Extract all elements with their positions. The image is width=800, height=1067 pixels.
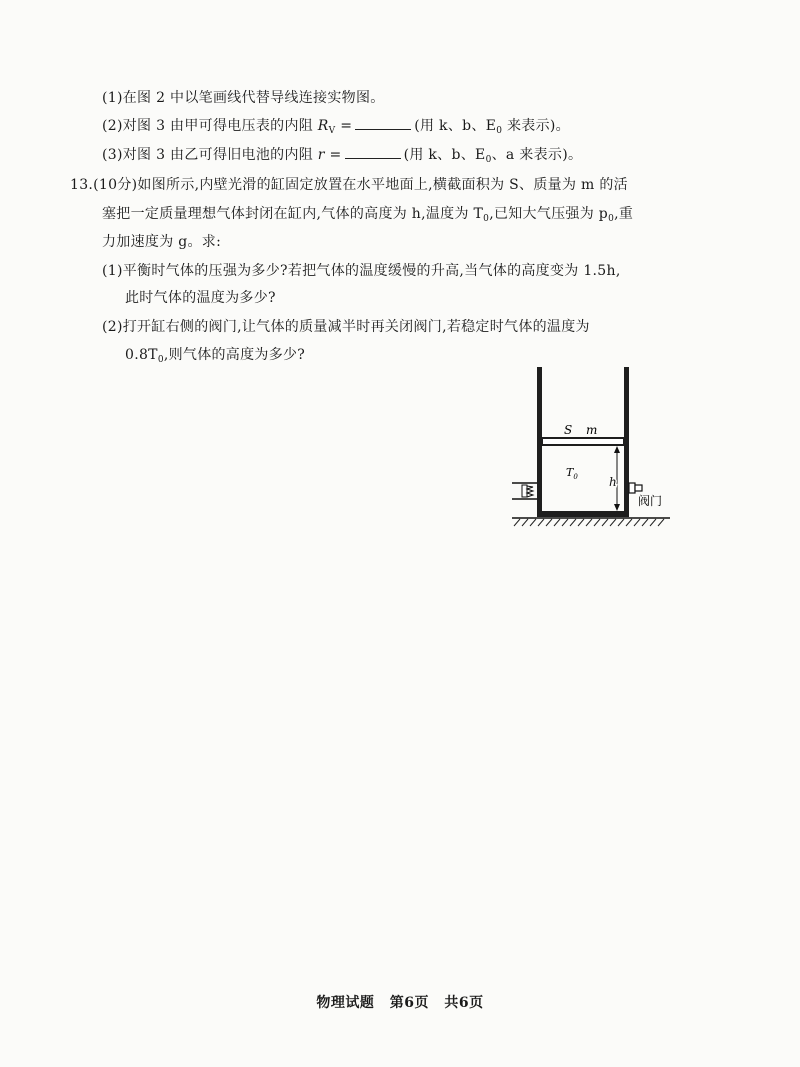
q12-part1-text: 在图 2 中以笔画线代替导线连接实物图。 bbox=[122, 90, 385, 106]
label-temperature: $T_0$ bbox=[566, 466, 578, 481]
q13-sub2-line2 bbox=[125, 346, 305, 364]
q12-part2-text: 对图 3 由甲可得电压表的内阻 bbox=[122, 118, 318, 134]
q12-part3-num: (3) bbox=[102, 147, 123, 163]
q12-part2-sub: V bbox=[328, 126, 336, 136]
height-arrow-top bbox=[614, 446, 620, 453]
q12-part3-hint: (用 k、b、E bbox=[403, 147, 486, 163]
q13-line2 bbox=[102, 205, 633, 223]
footer-page: 第6页 bbox=[389, 995, 429, 1011]
valve-handle bbox=[635, 485, 642, 491]
label-valve: 阀门 bbox=[638, 494, 663, 508]
q13-line1 bbox=[70, 176, 628, 194]
q13-text-2-sub: 0 bbox=[483, 214, 490, 224]
q13-sub2-text-2a: 0.8T bbox=[125, 347, 158, 363]
q13-sub2-line1 bbox=[102, 318, 590, 336]
spring-coil bbox=[527, 486, 533, 497]
answer-blank-r[interactable] bbox=[345, 146, 401, 159]
q12-part2-num: (2) bbox=[102, 118, 123, 134]
q13-sub1-line1 bbox=[102, 262, 621, 280]
q12-part2 bbox=[102, 117, 570, 135]
q13-sub2-text-2-sub: 0 bbox=[157, 355, 164, 365]
q12-part3-hint-sub: 0 bbox=[485, 155, 492, 165]
cylinder-figure bbox=[500, 362, 680, 540]
q12-part2-hint-end: 来表示)。 bbox=[502, 118, 570, 134]
spring-block bbox=[522, 485, 527, 497]
q13-line3 bbox=[102, 233, 221, 251]
q12-part3 bbox=[102, 146, 582, 164]
q13-text-1: 如图所示,内壁光滑的缸固定放置在水平地面上,横截面积为 S、质量为 m 的活 bbox=[137, 177, 628, 193]
height-arrow-bottom bbox=[614, 504, 620, 511]
q13-text-2c: ,重 bbox=[614, 206, 634, 222]
q12-part3-eq: = bbox=[324, 147, 342, 163]
q12-part3-text: 对图 3 由乙可得旧电池的内阻 bbox=[122, 147, 318, 163]
label-mass-m: m bbox=[586, 423, 598, 437]
ground-hatching bbox=[514, 519, 664, 526]
valve-icon[interactable] bbox=[629, 483, 635, 493]
footer-total: 共6页 bbox=[444, 995, 484, 1011]
q13-sub1-text-1: (1)平衡时气体的压强为多少?若把气体的温度缓慢的升高,当气体的高度变为 1.5h, bbox=[102, 263, 621, 279]
q13-text-3: 力加速度为 g。求: bbox=[102, 234, 222, 250]
q12-part2-eq: = bbox=[335, 118, 353, 134]
page-footer bbox=[0, 992, 800, 1012]
label-height-h: h bbox=[609, 475, 617, 489]
q13-number: 13. bbox=[70, 177, 94, 193]
q12-part2-hint: (用 k、b、E bbox=[414, 118, 497, 134]
footer-subject: 物理试题 bbox=[316, 995, 375, 1011]
q13-text-2-sub2: 0 bbox=[608, 214, 615, 224]
answer-blank-rv[interactable] bbox=[355, 117, 411, 130]
q13-points: (10分) bbox=[93, 177, 138, 193]
q13-sub1-line2 bbox=[125, 289, 276, 307]
q12-part2-symbol: R bbox=[317, 118, 329, 134]
q12-part3-hint-end: 、a 来表示)。 bbox=[491, 147, 583, 163]
label-area-s: S bbox=[564, 423, 573, 437]
cylinder-bottom bbox=[537, 511, 629, 517]
q12-part1 bbox=[102, 89, 385, 107]
q13-sub1-text-2: 此时气体的温度为多少? bbox=[125, 290, 276, 306]
piston bbox=[542, 438, 624, 445]
q12-part2-hint-sub: 0 bbox=[496, 126, 503, 136]
q13-text-2a: 塞把一定质量理想气体封闭在缸内,气体的高度为 h,温度为 T bbox=[102, 206, 484, 222]
q13-sub2-text-1: (2)打开缸右侧的阀门,让气体的质量减半时再关闭阀门,若稳定时气体的温度为 bbox=[102, 319, 590, 335]
q12-part1-num: (1) bbox=[102, 90, 123, 106]
q13-sub2-text-2b: ,则气体的高度为多少? bbox=[163, 347, 306, 363]
q13-text-2b: ,已知大气压强为 p bbox=[489, 206, 609, 222]
q12-part3-symbol: r bbox=[317, 147, 325, 163]
